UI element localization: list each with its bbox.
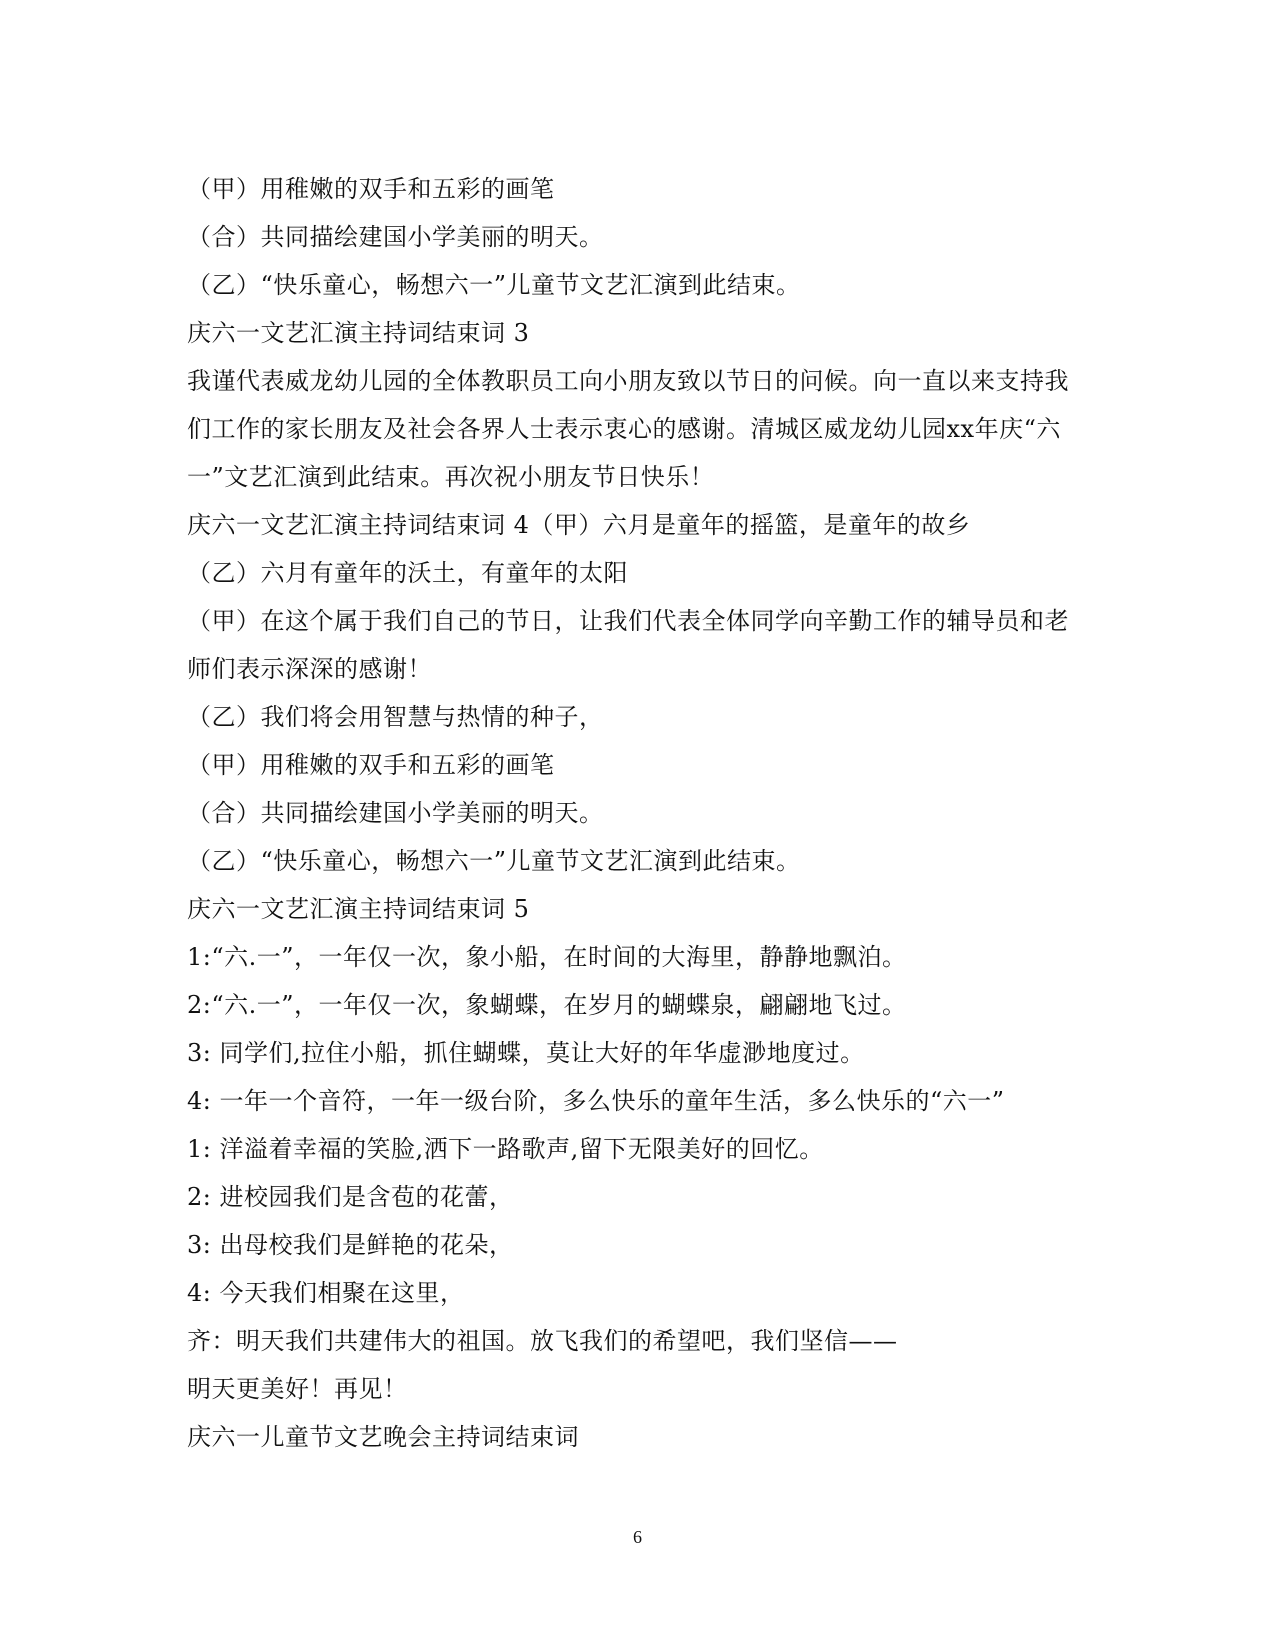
text-line: 2:“六.一”，一年仅一次，象蝴蝶，在岁月的蝴蝶泉，翩翩地飞过。: [187, 991, 907, 1019]
text-line: 4: 今天我们相聚在这里，: [187, 1279, 465, 1307]
text-line: 1: 洋溢着幸福的笑脸,洒下一路歌声,留下无限美好的回忆。: [187, 1135, 824, 1163]
text-line: （乙）“快乐童心，畅想六一”儿童节文艺汇演到此结束。: [187, 271, 801, 299]
page-number: 6: [633, 1527, 642, 1547]
text-line: （乙）“快乐童心，畅想六一”儿童节文艺汇演到此结束。: [187, 847, 801, 875]
text-line: （甲）用稚嫩的双手和五彩的画笔: [187, 175, 555, 203]
text-line: 我谨代表威龙幼儿园的全体教职员工向小朋友致以节日的问候。向一直以来支持我: [187, 367, 1069, 395]
text-line: 3: 出母校我们是鲜艳的花朵，: [187, 1231, 514, 1259]
section-heading: 庆六一文艺汇演主持词结束词 5: [187, 895, 530, 923]
text-line: 齐：明天我们共建伟大的祖国。放飞我们的希望吧，我们坚信——: [187, 1327, 898, 1355]
text-line: 明天更美好！再见！: [187, 1375, 408, 1403]
text-line: 4: 一年一个音符，一年一级台阶，多么快乐的童年生活，多么快乐的“六一”: [187, 1087, 1005, 1115]
text-line: （甲）用稚嫩的双手和五彩的画笔: [187, 751, 555, 779]
text-line: （合）共同描绘建国小学美丽的明天。: [187, 799, 604, 827]
text-line: （乙）六月有童年的沃土，有童年的太阳: [187, 559, 628, 587]
text-line: 一”文艺汇演到此结束。再次祝小朋友节日快乐！: [187, 463, 715, 491]
section-heading: 庆六一儿童节文艺晚会主持词结束词: [187, 1423, 579, 1451]
text-line: 3: 同学们,拉住小船，抓住蝴蝶，莫让大好的年华虚渺地度过。: [187, 1039, 865, 1067]
text-line: 师们表示深深的感谢！: [187, 655, 432, 683]
text-line: 们工作的家长朋友及社会各界人士表示衷心的感谢。清城区威龙幼儿园xx年庆“六: [187, 415, 1061, 443]
text-line: 1:“六.一”，一年仅一次，象小船，在时间的大海里，静静地飘泊。: [187, 943, 907, 971]
text-line: （乙）我们将会用智慧与热情的种子，: [187, 703, 604, 731]
text-line: （甲）在这个属于我们自己的节日，让我们代表全体同学向辛勤工作的辅导员和老: [187, 607, 1069, 635]
text-line: 2: 进校园我们是含苞的花蕾，: [187, 1183, 514, 1211]
document-body: [187, 165, 1087, 1461]
section-heading: 庆六一文艺汇演主持词结束词 3: [187, 319, 530, 347]
text-line: （合）共同描绘建国小学美丽的明天。: [187, 223, 604, 251]
section-heading: 庆六一文艺汇演主持词结束词 4（甲）六月是童年的摇篮，是童年的故乡: [187, 511, 971, 539]
